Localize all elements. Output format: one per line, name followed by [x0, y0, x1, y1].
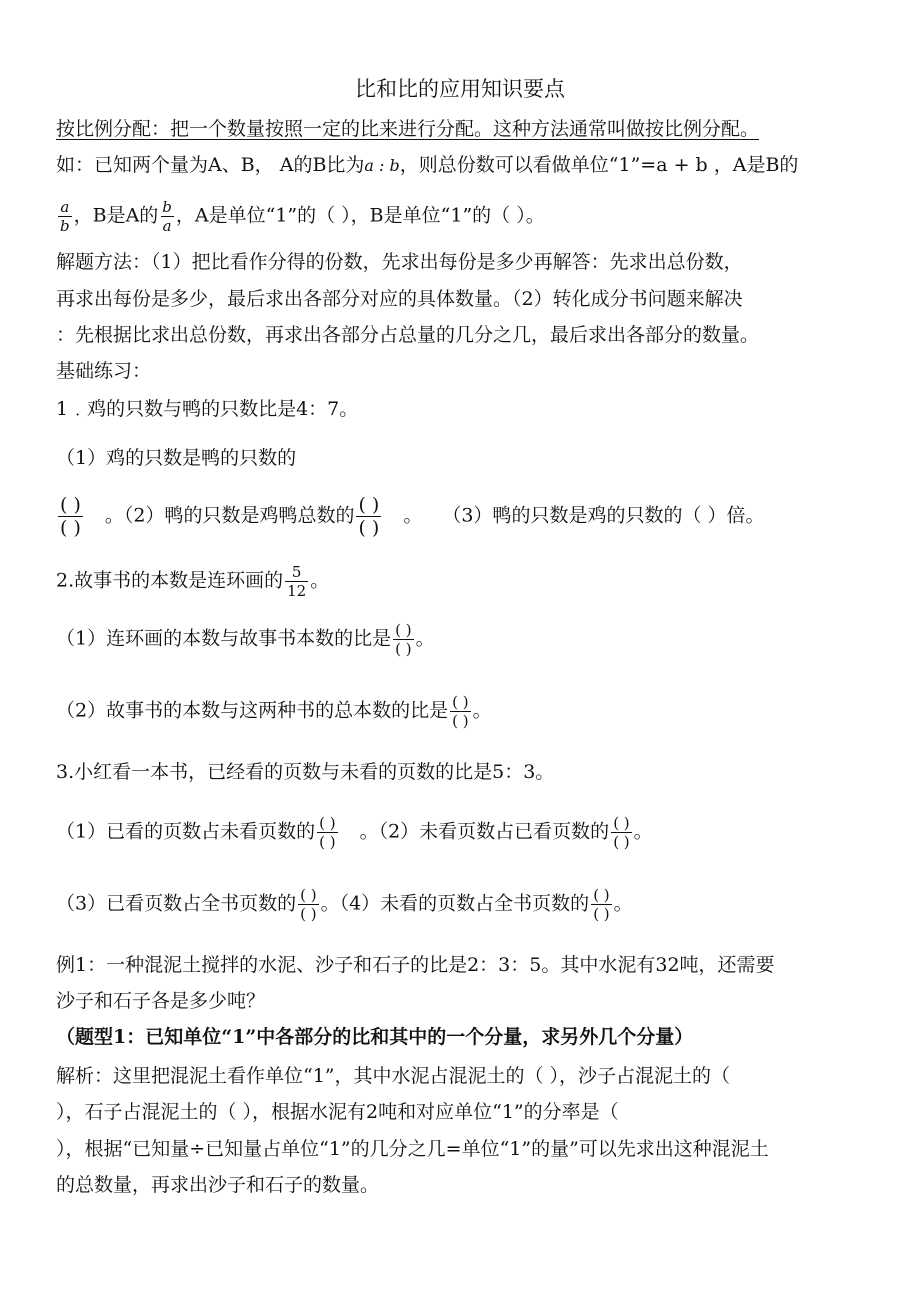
q3-part3-text: （3）已看页数占全书页数的 — [56, 892, 297, 915]
blank-fraction[interactable] — [393, 621, 413, 658]
practice-heading: 基础练习： — [56, 360, 152, 382]
numerator-blank: ( ) — [60, 494, 81, 516]
numerator-blank: ( ) — [319, 814, 336, 832]
analysis-line-2: ），石子占混泥土的（ ），根据水泥有2吨和对应单位“1”的分率是（ — [56, 1101, 619, 1123]
numerator-blank: ( ) — [452, 693, 469, 711]
blank-fraction[interactable] — [317, 814, 337, 851]
method-line-3: ：先根据比求出总份数，再求出各部分占总量的几分之几，最后求出各部分的数量。 — [56, 324, 760, 346]
blank-fraction[interactable] — [611, 814, 631, 851]
q3-stem: 3.小红看一本书，已经看的页数与未看的页数的比是5：3。 — [56, 761, 555, 783]
q3-part3-end: 。 — [320, 892, 340, 915]
denominator: 12 — [287, 582, 307, 600]
denominator-blank: ( ) — [300, 905, 317, 923]
intro-text: ，A是单位“1”的（ ），B是单位“1”的（ ）。 — [175, 204, 545, 227]
example-line-1: 例1：一种混泥土搅拌的水泥、沙子和石子的比是2：3：5。其中水泥有32吨，还需要 — [56, 954, 775, 976]
example-line-2: 沙子和石子各是多少吨？ — [56, 990, 266, 1012]
denominator-blank: ( ) — [613, 833, 630, 851]
intro-line-2 — [56, 198, 545, 235]
denominator-blank: ( ) — [452, 712, 469, 730]
numerator-blank: ( ) — [358, 494, 380, 516]
q3-part4-end: 。 — [613, 892, 633, 915]
blank-fraction[interactable] — [450, 693, 470, 730]
q3-part2-text: （2）未看页数占已看页数的 — [378, 820, 610, 843]
q2-part1-text: （1）连环画的本数与故事书本数的比是 — [56, 627, 392, 650]
analysis-line-1: 解析：这里把混泥土看作单位“1”，其中水泥占混泥土的（ ），沙子占混泥土的（ — [56, 1065, 731, 1087]
denominator-blank: ( ) — [395, 640, 412, 658]
denominator-blank: ( ) — [60, 517, 81, 539]
q2-part2 — [56, 693, 492, 730]
example-type: （题型1：已知单位“1”中各部分的比和其中的一个分量，求另外几个分量） — [56, 1026, 694, 1048]
fraction-5-12 — [285, 563, 308, 600]
definition-text: 按比例分配：把一个数量按照一定的比来进行分配。这种方法通常叫做按比例分配。 — [56, 118, 760, 140]
q2-stem — [56, 563, 329, 600]
q2-part1-end: 。 — [415, 627, 435, 650]
q3-part2-end: 。 — [633, 820, 653, 843]
q2-stem-end: 。 — [310, 569, 330, 592]
intro-text: ，则总份数可以看做单位“1”=a + b ，A是B的 — [399, 154, 799, 176]
q1-part3: （3）鸭的只数是鸡的只数的（ ）倍。 — [442, 504, 765, 527]
q2-stem-text: 2.故事书的本数是连环画的 — [56, 569, 284, 592]
method-line-2: 再求出每份是多少，最后求出各部分对应的具体数量。（2）转化成分书问题来解决 — [56, 288, 743, 310]
q3-row-1 — [56, 814, 653, 851]
q3-row-2 — [56, 886, 633, 923]
denominator-blank: ( ) — [319, 833, 336, 851]
ratio-ab: a : b — [364, 156, 400, 175]
fraction-b-over-a — [160, 198, 174, 235]
blank-fraction[interactable] — [58, 494, 83, 539]
numerator-blank: ( ) — [613, 814, 630, 832]
q1-part2-end: 。 — [403, 504, 423, 527]
intro-text: ，B是A的 — [73, 204, 159, 227]
q1-part2: （2）鸭的只数是鸡鸭总数的 — [123, 504, 355, 527]
q2-part2-text: （2）故事书的本数与这两种书的总本数的比是 — [56, 699, 449, 722]
fraction-a-over-b — [58, 198, 72, 235]
page-title: 比和比的应用知识要点 — [355, 77, 565, 101]
numerator-blank: ( ) — [300, 886, 317, 904]
q2-part1 — [56, 621, 435, 658]
intro-line-1 — [56, 150, 798, 181]
method-line-1: 解题方法：（1）把比看作分得的份数，先求出每份是多少再解答：先求出总份数， — [56, 251, 743, 273]
blank-fraction[interactable] — [356, 494, 381, 539]
numerator: b — [162, 198, 172, 216]
analysis-line-4: 的总数量，再求出沙子和石子的数量。 — [56, 1174, 380, 1196]
q1-stem: 1﹒鸡的只数与鸭的只数比是4：7。 — [56, 398, 359, 420]
denominator-blank: ( ) — [593, 905, 610, 923]
denominator: a — [162, 217, 172, 235]
q3-part1-end: 。 — [359, 820, 379, 843]
q2-part2-end: 。 — [472, 699, 492, 722]
denominator-blank: ( ) — [358, 517, 380, 539]
numerator-blank: ( ) — [593, 886, 610, 904]
analysis-line-3: ），根据“已知量÷已知量占单位“1”的几分之几=单位“1”的量”可以先求出这种混泥土 — [56, 1138, 769, 1160]
q3-part4-text: （4）未看的页数占全书页数的 — [339, 892, 590, 915]
numerator: a — [60, 198, 70, 216]
q1-part1: （1）鸡的只数是鸭的只数的 — [56, 447, 297, 469]
q3-part1-text: （1）已看的页数占未看页数的 — [56, 820, 316, 843]
blank-fraction[interactable] — [298, 886, 318, 923]
numerator: 5 — [291, 563, 302, 581]
numerator-blank: ( ) — [395, 621, 412, 639]
q1-part1-end: 。 — [104, 504, 124, 527]
blank-fraction[interactable] — [591, 886, 611, 923]
intro-text: 如：已知两个量为A、B， A的B比为 — [56, 154, 365, 176]
q1-answers — [56, 494, 765, 539]
denominator: b — [60, 217, 70, 235]
